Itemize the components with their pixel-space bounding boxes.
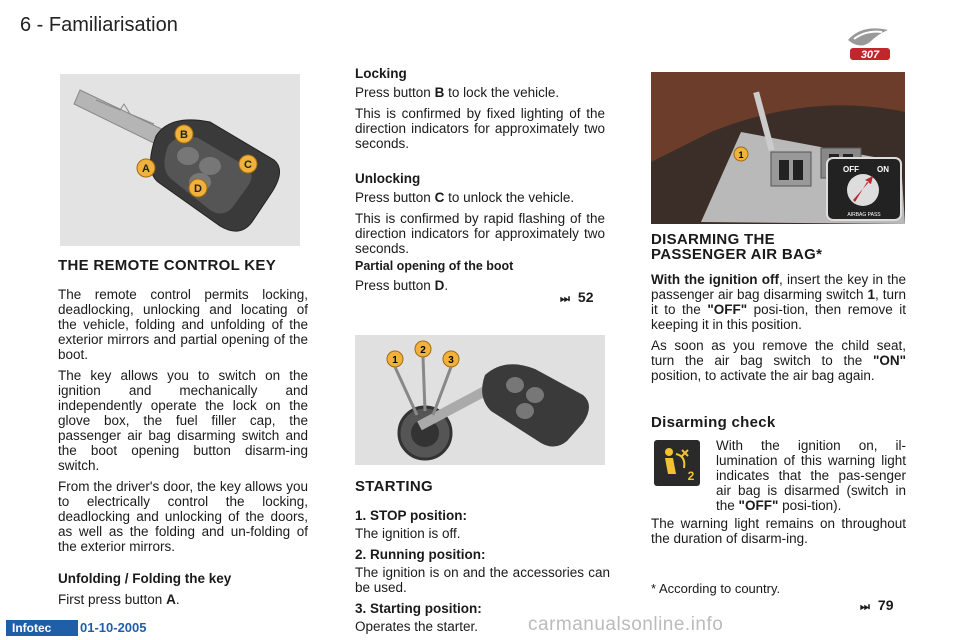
svg-text:2: 2: [687, 469, 695, 483]
running-position-text: The ignition is on and the accessories can be used.: [355, 565, 610, 595]
page-title: 6 - Familiarisation: [20, 14, 178, 36]
logo-model: 307: [860, 49, 880, 61]
unfold-title: Unfolding / Folding the key: [58, 571, 232, 586]
locking-title: Locking: [355, 66, 407, 81]
peugeot-logo: [842, 22, 894, 62]
key-label-b: B: [180, 129, 188, 141]
button-a-ref: A: [166, 592, 176, 607]
skip-forward-icon: ⏭: [560, 293, 570, 305]
unlocking-text: Press button C to unlock the vehicle.: [355, 190, 575, 205]
skip-forward-icon: ⏭: [860, 601, 870, 613]
stop-position-title: 1. STOP position:: [355, 508, 468, 523]
unlocking-confirm: This is confirmed by rapid flashing of the direction indicators for approximately two seconds.: [355, 211, 605, 256]
boot-title: Partial opening of the boot: [355, 259, 514, 273]
boot-text: Press button D.: [355, 278, 449, 293]
page-ref-79[interactable]: ⏭ 79: [860, 597, 894, 613]
unfold-text: First press button A.: [58, 592, 180, 607]
start-label-1: 1: [392, 355, 398, 366]
remote-control-key-title: THE REMOTE CONTROL KEY: [58, 257, 276, 274]
stop-position-text: The ignition is off.: [355, 526, 461, 541]
footnote: * According to country.: [651, 581, 781, 596]
key-label-a: A: [142, 163, 150, 175]
airbag-switch-image: [651, 72, 905, 224]
key-label-c: C: [244, 159, 252, 171]
start-label-3: 3: [448, 355, 454, 366]
disarm-paragraph-2: As soon as you remove the child seat, turn the air bag switch to the "ON" position, to activate the air bag again.: [651, 338, 906, 383]
left-paragraph-3: From the driver's door, the key allows you to electrically control the locking, deadlocking and unlocking of the doors, as well as the folding and un-folding of the exterior mirrors.: [58, 479, 308, 554]
locking-confirm: This is confirmed by fixed lighting of the direction indicators for approximately two seconds.: [355, 106, 605, 151]
running-position-title: 2. Running position:: [355, 547, 486, 562]
watermark: carmanualsonline.info: [528, 614, 724, 635]
disarming-title-line2: PASSENGER AIR BAG*: [651, 246, 823, 263]
infotec-badge: Infotec: [6, 620, 78, 636]
page-ref-52[interactable]: ⏭ 52: [560, 289, 594, 305]
disarming-check-title: Disarming check: [651, 414, 776, 431]
locking-text: Press button B to lock the vehicle.: [355, 85, 560, 100]
disarm-paragraph-1: With the ignition off, insert the key in the passenger air bag disarming switch 1, turn it to the "OFF" posi-tion, then remove it keeping it in this position.: [651, 272, 906, 332]
left-paragraph-2: The key allows you to switch on the ignition and mechanically and independently operate the lock on the glove box, the fuel filler cap, the passenger air bag disarming switch and the boot opening button disarm-ing switch.: [58, 368, 308, 473]
footer-date: 01-10-2005: [80, 620, 147, 635]
ignition-key-image: [355, 335, 605, 465]
starting-position-title: 3. Starting position:: [355, 601, 482, 616]
starting-position-text: Operates the starter.: [355, 619, 479, 634]
starting-title: STARTING: [355, 478, 433, 495]
disarm-check-text: With the ignition on, il-lumination of this warning light indicates that the pas-senger air bag is disarmed (switch in the "OFF" posi-tion).: [716, 438, 906, 513]
disarm-check-remains: The warning light remains on throughout the duration of disarm-ing.: [651, 516, 906, 546]
off-label: OFF: [843, 165, 859, 174]
disarming-title-line1: DISARMING THE: [651, 231, 775, 248]
left-paragraph-1: The remote control permits locking, deadlocking, unlocking and locating of the vehicle, folding and unfolding of the exterior mirrors and partial opening of the boot.: [58, 287, 308, 362]
on-label: ON: [877, 165, 889, 174]
remote-key-image: [60, 74, 300, 246]
key-label-d: D: [194, 183, 202, 195]
airbag-switch-label-1: 1: [738, 150, 744, 160]
airbag-warning-light-icon: [654, 440, 700, 486]
airbag-plate-label: AIRBAG PASS: [847, 212, 881, 218]
unlocking-title: Unlocking: [355, 171, 421, 186]
start-label-2: 2: [420, 345, 426, 356]
